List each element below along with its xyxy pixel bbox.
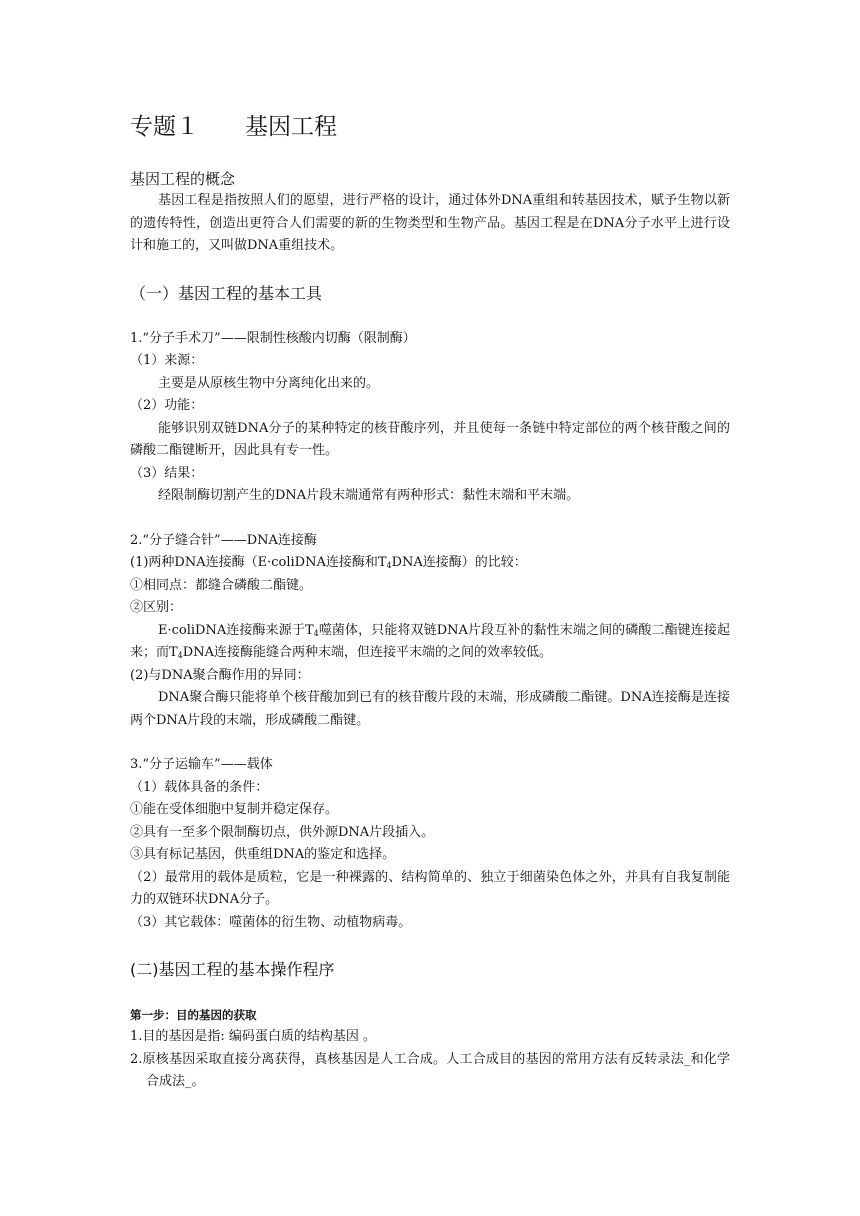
chapter-subject: 基因工程 [245,114,337,140]
tool3-cond1: ①能在受体细胞中复制并稳定保存。 [130,802,339,817]
tool3-cond-label: （1）载体具备的条件： [130,779,269,795]
step1-title: 第一步：目的基因的获取 [130,1008,257,1022]
tool1-source-label: （1）来源： [130,353,204,368]
section2-heading: (二)基因工程的基本操作程序 [130,960,335,979]
concept-paragraph: 基因工程是指按照人们的愿望，进行严格的设计，通过体外DNA重组和转基因技术，赋予生物以新的遗传特性，创造出更符合人们需要的新的生物类型和生物产品。基因工程是在DNA分子水平上进行设计和施工的，又叫做DNA重组技术。 [130,193,730,253]
tool2-compare-sub: 4 [386,561,392,570]
tool2-compare-b: DNA连接酶）的比较： [391,555,527,570]
tool2-compare-a: (1)两种DNA连接酶（E·coliDNA连接酶和T [130,555,387,570]
spacer [130,732,730,754]
tool2-diff-label: ②区别： [130,600,183,615]
tool2-diff-sub: 4 [313,628,319,638]
tool2-same: ①相同点：都缝合磷酸二酯键。 [130,577,313,593]
tool1-source-text: 主要是从原核生物中分离纯化出来的。 [158,375,380,391]
step1-item2: 2.原核基因采取直接分离获得，真核基因是人工合成。人工合成目的基因的常用方法有反转录法_和化学合成法_。 [130,1051,730,1089]
spacer [130,982,730,1004]
tool1-function-text: 能够识别双链DNA分子的某种特定的核苷酸序列，并且使每一条链中特定部位的两个核苷酸之间的磷酸二酯键断开，因此具有专一性。 [130,420,730,458]
tool2-diff-text [130,620,730,665]
document-content [130,110,730,1094]
spacer [130,934,730,958]
tool2-diff-sub2: 4 [177,651,183,660]
page-title [130,110,730,144]
tool1-function-label: （2）功能： [130,398,204,413]
tool2-compare [130,552,730,575]
chapter-label: 专题１ [130,114,199,140]
tool1-result-label: （3）结果： [130,465,204,481]
spacer [130,306,730,328]
tool3-cond3: ③具有标记基因，供重组DNA的鉴定和选择。 [130,847,396,862]
spacer [130,508,730,530]
step1-item1: 1.目的基因是指: 编码蛋白质的结构基因 。 [130,1029,377,1044]
tool2-diff-b: 噬菌体，只能将双链DNA片段互补的黏性末端之间的磷酸二酯键连接起来；而T [130,622,730,660]
tool2-title: 2.“分子缝合针”——DNA连接酶 [130,532,317,548]
tool2-diff-a: E·coliDNA连接酶来源于T [158,622,314,638]
tool3-title: 3.“分子运输车”——载体 [130,757,273,772]
tool2-diff-c: DNA连接酶能缝合两种末端，但连接平末端的之间的效率较低。 [182,645,552,660]
tool3-common: （2）最常用的载体是质粒，它是一种裸露的、结构简单的、独立于细菌染色体之外，并具有自我复制能力的双链环状DNA分子。 [130,869,730,907]
tool2-poly-label: (2)与DNA聚合酶作用的异同： [130,667,310,683]
section1-heading: （一）基因工程的基本工具 [130,283,323,303]
tool1-result-text: 经限制酶切割产生的DNA片段末端通常有两种形式：黏性末端和平末端。 [158,488,580,503]
tool2-poly-text: DNA聚合酶只能将单个核苷酸加到已有的核苷酸片段的末端，形成磷酸二酯键。DNA连接酶是连接两个DNA片段的末端，形成磷酸二酯键。 [130,690,730,728]
tool3-cond2: ②具有一至多个限制酶切点，供外源DNA片段插入。 [130,824,435,840]
concept-heading: 基因工程的概念 [130,170,236,188]
tool3-other: （3）其它载体：噬菌体的衍生物、动植物病毒。 [130,914,412,930]
tool1-title: 1.“分子手术刀”——限制性核酸内切酶（限制酶） [130,330,416,346]
spacer [130,258,730,282]
